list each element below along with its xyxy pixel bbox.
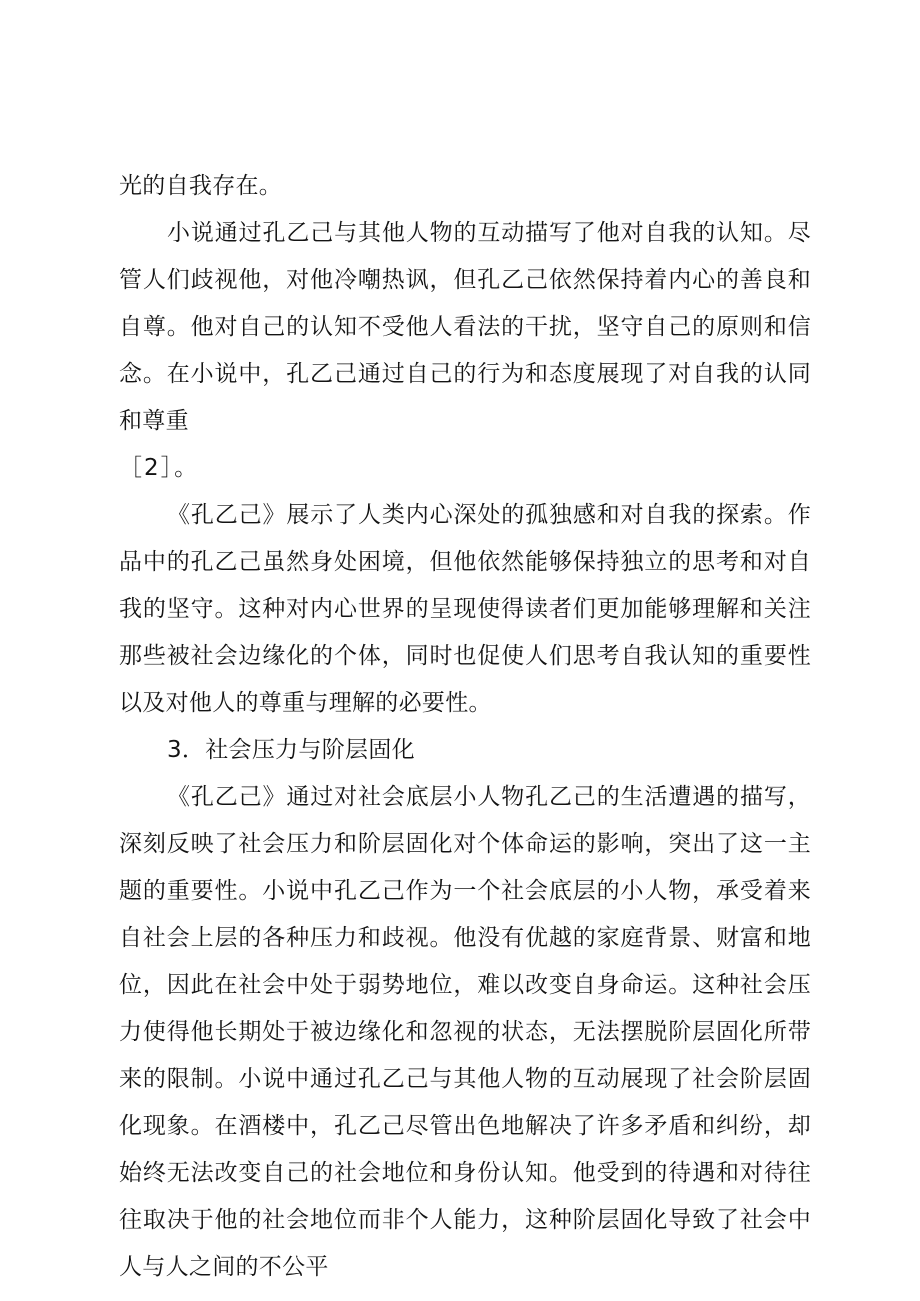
section-heading: 3．社会压力与阶层固化 (167, 737, 415, 763)
paragraph-continuation: 光的自我存在。 (119, 173, 283, 199)
citation-reference: ［2］。 (119, 455, 200, 481)
document-body (119, 163, 811, 1291)
paragraph-self-cognition (119, 210, 811, 492)
paragraph-self-cognition-text: 小说通过孔乙己与其他人物的互动描写了他对自我的认知。尽管人们歧视他，对他冷嘲热讽，但孔乙己依然保持着内心的善良和自尊。他对自己的认知不受他人看法的干扰，坚守自己的原则和信念。在小说中，孔乙己通过自己的行为和态度展现了对自我的认同和尊重 (119, 220, 811, 434)
paragraph-loneliness: 《孔乙己》展示了人类内心深处的孤独感和对自我的探索。作品中的孔乙己虽然身处困境，但他依然能够保持独立的思考和对自我的坚守。这种对内心世界的呈现使得读者们更加能够理解和关注那些被社会边缘化的个体，同时也促使人们思考自我认知的重要性以及对他人的尊重与理解的必要性。 (119, 502, 811, 716)
paragraph-social-pressure: 《孔乙己》通过对社会底层小人物孔乙己的生活遭遇的描写，深刻反映了社会压力和阶层固化对个体命运的影响，突出了这一主题的重要性。小说中孔乙己作为一个社会底层的小人物，承受着来自社会上层的各种压力和歧视。他没有优越的家庭背景、财富和地位，因此在社会中处于弱势地位，难以改变自身命运。这种社会压力使得他长期处于被边缘化和忽视的状态，无法摆脱阶层固化所带来的限制。小说中通过孔乙己与其他人物的互动展现了社会阶层固化现象。在酒楼中，孔乙己尽管出色地解决了许多矛盾和纠纷，却始终无法改变自己的社会地位和身份认知。他受到的待遇和对待往往取决于他的社会地位而非个人能力，这种阶层固化导致了社会中人与人之间的不公平 (119, 784, 811, 1280)
